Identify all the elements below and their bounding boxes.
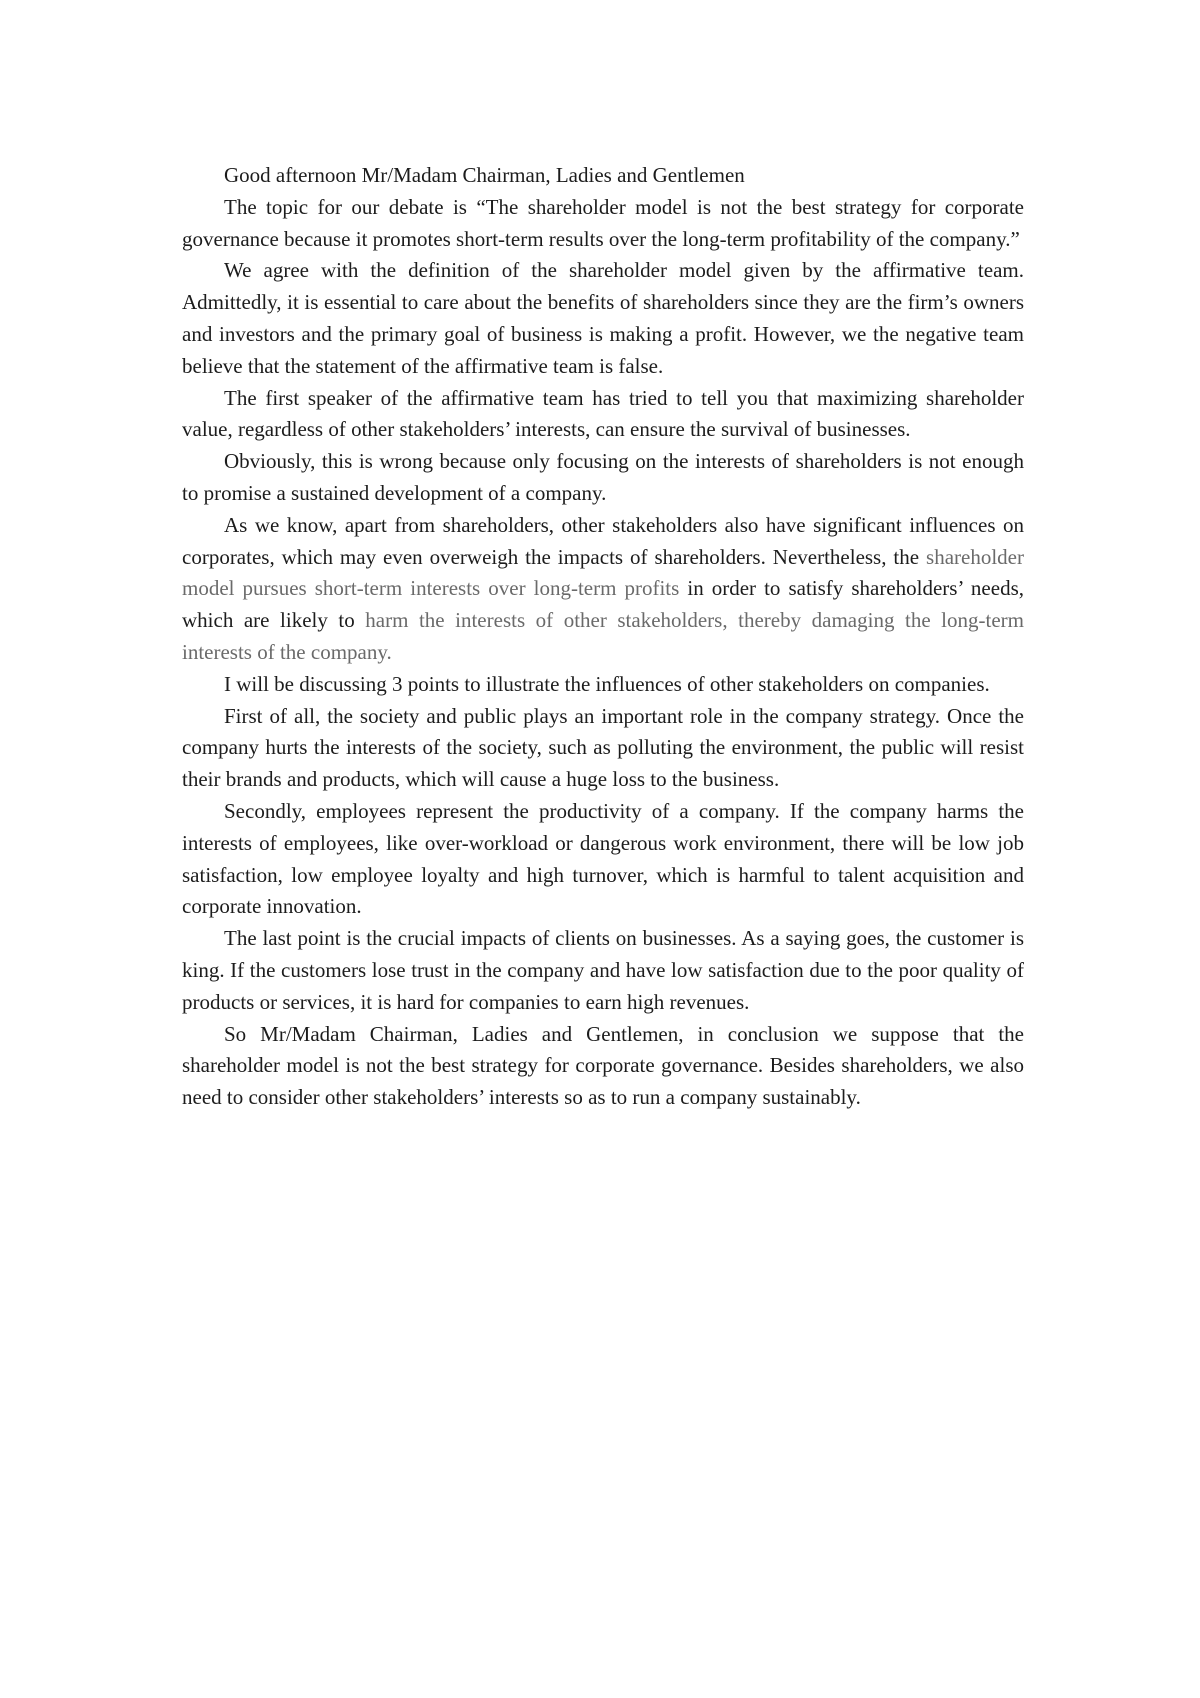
greeting-paragraph: Good afternoon Mr/Madam Chairman, Ladies and Gentlemen [224, 163, 745, 187]
conclusion-paragraph: So Mr/Madam Chairman, Ladies and Gentlemen, in conclusion we suppose that the shareholder model is not the best strategy for corporate governance. Besides shareholders, we also need to consider other stakeholders’ interests so as to run a company sustainably. [182, 1021, 1024, 1110]
paragraph-segment: in order to satisfy shareholders’ needs, which are likely to [182, 576, 1024, 633]
society-point-paragraph: First of all, the society and public plays an important role in the company strategy. Once the company hurts the interests of the society, such as polluting the environment, the public will resist their brands and products, which will cause a huge loss to the business. [182, 703, 1024, 792]
rebuttal-paragraph: The first speaker of the affirmative team has tried to tell you that maximizing shareholder value, regardless of other stakeholders’ interests, can ensure the survival of businesses. [182, 385, 1024, 442]
highlighted-segment: harm the interests of other stakeholders, thereby damaging the long-term interests of the company. [182, 608, 1024, 664]
points-intro-paragraph: I will be discussing 3 points to illustrate the influences of other stakeholders on companies. [224, 671, 990, 696]
stakeholder-influence-paragraph [182, 510, 1024, 669]
clients-point-paragraph: The last point is the crucial impacts of clients on businesses. As a saying goes, the customer is king. If the customers lose trust in the company and have low satisfaction due to the poor quality of products or services, it is hard for companies to earn high revenues. [182, 926, 1024, 1014]
highlighted-segment: shareholder model pursues short-term interests over long-term profits [182, 544, 1024, 601]
employees-point-paragraph: Secondly, employees represent the productivity of a company. If the company harms the interests of employees, like over-workload or dangerous work environment, there will be low job satisfaction, low employee loyalty and high turnover, which is harmful to talent acquisition and corporate innovation. [182, 798, 1024, 919]
document-body [182, 160, 1024, 1114]
counter-argument-paragraph: Obviously, this is wrong because only focusing on the interests of shareholders is not enough to promise a sustained development of a company. [182, 449, 1024, 505]
paragraph-segment: As we know, apart from shareholders, other stakeholders also have significant influences on corporates, which may even overweigh the impacts of shareholders. Nevertheless, the [182, 512, 1024, 569]
agreement-paragraph: We agree with the definition of the shareholder model given by the affirmative team. Admittedly, it is essential to care about the benefits of shareholders since they are the firm’s owners and investors and the primary goal of business is making a profit. However, we the negative team believe that the statement of the affirmative team is false. [182, 258, 1024, 378]
debate-topic-paragraph: The topic for our debate is “The shareholder model is not the best strategy for corporate governance because it promotes short-term results over the long-term profitability of the company.” [182, 194, 1024, 251]
